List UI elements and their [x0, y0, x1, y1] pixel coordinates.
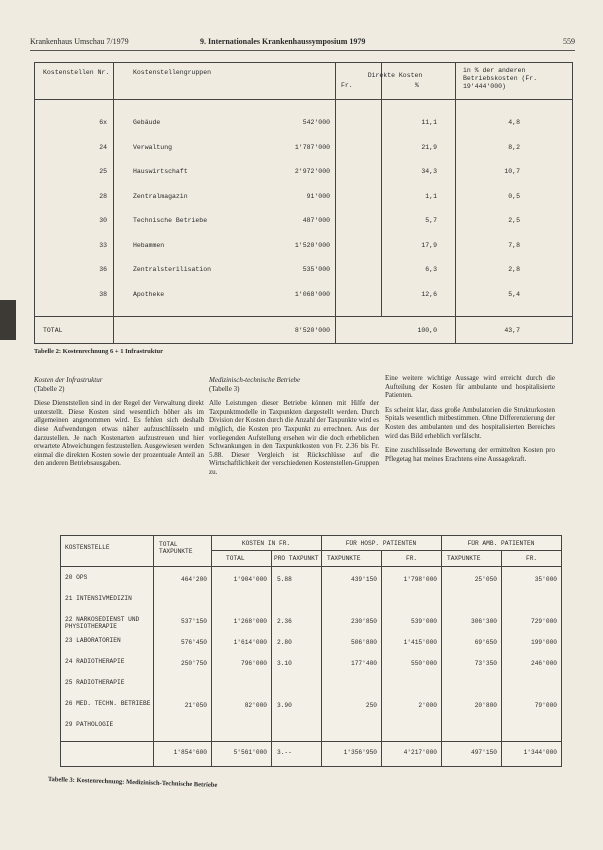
- table1-cell-nr: 36: [99, 266, 107, 273]
- table2-cell-hfr: 1'415'000: [403, 639, 437, 646]
- total-amb-fr: 1'344'000: [523, 749, 557, 756]
- table1-cell-pct: 1,1: [425, 192, 437, 200]
- page-tab-marker: [0, 300, 16, 340]
- article-title: 9. Internationales Krankenhaussymposium 1979: [200, 37, 366, 46]
- table2-cell-hfr: 1'798'000: [403, 576, 437, 583]
- table1-cell-pct: 34,3: [421, 168, 437, 175]
- column-divider: [335, 63, 336, 343]
- table2-cell-htp: 230'850: [351, 618, 377, 625]
- header-kst-gruppen: Kostenstellengruppen: [133, 69, 212, 76]
- table2-cell-afr: 79'000: [534, 702, 557, 709]
- table1-cell-nr: 24: [99, 143, 107, 151]
- table2-cell-total: 464'200: [181, 576, 207, 583]
- header-other-costs: in % der anderen Betriebskosten (Fr. 19'444'000): [463, 67, 538, 90]
- table1-cell-nr: 30: [99, 217, 107, 224]
- column-divider: [381, 550, 382, 766]
- table1-cell-fr: 1'787'000: [294, 143, 330, 151]
- table2-row-label: 22 NARKOSEDIENST UND PHYSIOTHERAPIE: [65, 616, 140, 630]
- table2-cell-htp: 177'400: [351, 660, 377, 667]
- table2-row-label: 20 OPS: [65, 574, 88, 581]
- total-hosp-fr: 4'217'000: [403, 749, 437, 756]
- total-hosp-taxpunkte: 1'356'950: [343, 749, 377, 756]
- header-direkte-kosten: Direkte Kosten: [367, 72, 423, 79]
- table1-cell-other: 10,7: [504, 168, 520, 175]
- table2-cell-atp: 20'800: [474, 702, 497, 709]
- table1-cell-name: Zentralmagazin: [133, 192, 188, 200]
- header-amb-fr: FR.: [526, 555, 538, 562]
- table2-cell-kt: 1'268'000: [233, 618, 267, 625]
- table2-cell-atp: 69'650: [474, 639, 497, 646]
- table1-cell-other: 5,4: [508, 290, 520, 298]
- table2-cell-afr: 199'000: [531, 639, 557, 646]
- column3-paragraph-2: Es scheint klar, dass große Ambulatorien die Strukturkosten Spitals wesentlich mitbestimmen. Ohne Differenzierung der Kosten des ambulanten und des hospitalisierten Bereiches wird das Bild erheblich verfälscht.: [385, 405, 555, 440]
- table2-cell-htp: 250: [365, 702, 377, 709]
- table1-cell-other: 0,5: [508, 192, 520, 200]
- table1-cell-name: Apotheke: [133, 290, 165, 298]
- page-number: 559: [563, 37, 575, 46]
- header-kosten: KOSTEN IN FR.: [241, 540, 291, 547]
- column-divider: [381, 63, 382, 316]
- table2-cell-htp: 439'150: [351, 576, 377, 583]
- column-divider: [501, 550, 502, 766]
- journal-name: Krankenhaus Umschau 7/1979: [30, 37, 129, 46]
- column3-paragraph-3: Eine zuschlüsselnde Bewertung der ermittelten Kosten pro Pflegetag hat meines Erachtens eine Aussagekraft.: [385, 446, 555, 463]
- total-amb-taxpunkte: 497'150: [471, 749, 497, 756]
- column1-paragraph: Diese Dienststellen sind in der Regel der Verwaltung direkt unterstellt. Diese Kosten sind wesentlich höher als im allgemeinen angenommen wird. Es fehlen sich deshalb diese Aufwendungen etwas näher aufzuschlüsseln und darzustellen. Je nach Kostenarten aufzustreuen und hier erwartete Abweichungen festzustellen. Ausgewiesen werden einmal die direkten Kosten sowie der prozentuale Anteil an den anderen Betriebsausgaben.: [34, 399, 204, 468]
- table1-cell-other: 8,2: [508, 143, 520, 151]
- header-rule: [30, 50, 575, 51]
- table2-cell-atp: 73'350: [474, 660, 497, 667]
- table1-cell-nr: 33: [99, 241, 107, 249]
- column-divider: [455, 63, 456, 343]
- table1-cell-fr: 2'972'000: [294, 168, 330, 175]
- table2-cell-total: 537'150: [181, 618, 207, 625]
- table2-cell-htp: 506'800: [351, 639, 377, 646]
- table2-cell-kt: 1'904'000: [233, 576, 267, 583]
- total-kosten: 5'561'000: [233, 749, 267, 756]
- text-column-3: [385, 374, 555, 469]
- table2-row-label: 25 RADIOTHERAPIE: [65, 679, 125, 686]
- table2-row-label: 24 RADIOTHERAPIE: [65, 658, 125, 665]
- table2-cell-atp: 25'050: [474, 576, 497, 583]
- table2-cell-hfr: 2'000: [418, 702, 437, 709]
- table2-row-label: 23 LABORATORIEN: [65, 637, 121, 644]
- header-hosp-taxpunkte: TAXPUNKTE: [327, 555, 361, 562]
- table1-cell-pct: 5,7: [425, 217, 437, 224]
- table1-cell-other: 4,8: [508, 119, 520, 126]
- column-divider: [153, 536, 154, 766]
- column1-heading: Kosten der Infrastruktur: [34, 376, 103, 384]
- column-divider: [271, 550, 272, 766]
- table2-cell-ktp: 3.90: [277, 702, 292, 709]
- table1-cell-other: 7,8: [508, 241, 520, 249]
- table2-row-label: 26 MED. TECHN. BETRIEBE: [65, 700, 151, 707]
- column-divider: [441, 536, 442, 766]
- table2-cell-ktp: 2.80: [277, 639, 292, 646]
- table2-total-rule: [61, 741, 561, 742]
- total-pct: 100,0: [417, 327, 437, 334]
- table2-row-label: 29 PATHOLOGIE: [65, 721, 114, 728]
- header-kostenstelle: KOSTENSTELLE: [65, 544, 110, 551]
- header-amb: FÜR AMB. PATIENTEN: [467, 540, 535, 547]
- table-medtech: [60, 535, 562, 767]
- column-divider: [113, 63, 114, 343]
- table2-cell-ktp: 3.10: [277, 660, 292, 667]
- table2-cell-atp: 306'300: [471, 618, 497, 625]
- header-amb-taxpunkte: TAXPUNKTE: [447, 555, 481, 562]
- table2-cell-hfr: 550'000: [411, 660, 437, 667]
- table1-cell-name: Gebäude: [133, 119, 161, 126]
- header-kosten-pro-taxpunkt: PRO TAXPUNKT: [274, 555, 319, 562]
- table2-cell-ktp: 5.88: [277, 576, 292, 583]
- table1-cell-pct: 21,9: [421, 143, 437, 151]
- table2-cell-total: 21'050: [184, 702, 207, 709]
- column3-paragraph-1: Eine weitere wichtige Aussage wird erreicht durch die Aufteilung der Kosten für ambulante und hospitalisierte Patienten.: [385, 374, 555, 400]
- table1-cell-name: Hebammen: [133, 241, 165, 249]
- header-fr: Fr.: [341, 82, 353, 89]
- table2-row-label: 21 INTENSIVMEDIZIN: [65, 595, 132, 602]
- table1-cell-pct: 6,3: [425, 266, 437, 273]
- table1-cell-fr: 535'000: [302, 266, 330, 273]
- total-taxpunkte: 1'854'600: [173, 749, 207, 756]
- total-label: TOTAL: [43, 327, 63, 334]
- table1-cell-fr: 1'520'000: [294, 241, 330, 249]
- table2-header-rule: [61, 566, 561, 567]
- column1-sub: (Tabelle 2): [34, 384, 65, 393]
- table2-cell-afr: 729'000: [531, 618, 557, 625]
- table1-cell-other: 2,5: [508, 217, 520, 224]
- table1-cell-nr: 28: [99, 192, 107, 200]
- table1-cell-nr: 25: [99, 168, 107, 175]
- header-hosp: FÜR HOSP. PATIENTEN: [345, 540, 417, 547]
- table1-cell-pct: 17,9: [421, 241, 437, 249]
- table1-cell-name: Verwaltung: [133, 143, 173, 151]
- table1-cell-pct: 11,1: [421, 119, 437, 126]
- header-hosp-fr: FR.: [406, 555, 418, 562]
- table1-cell-nr: 6x: [99, 119, 107, 126]
- table2-cell-total: 250'750: [181, 660, 207, 667]
- column-divider: [321, 536, 322, 766]
- header-pct: %: [415, 82, 419, 89]
- header-kst-nr: Kostenstellen Nr.: [43, 69, 110, 76]
- table1-cell-fr: 1'068'000: [294, 290, 330, 298]
- table1-cell-other: 2,8: [508, 266, 520, 273]
- table1-caption: Tabelle 2: Kostenrechnung 6 + 1 Infrastruktur: [34, 348, 164, 355]
- table2-cell-kt: 796'000: [241, 660, 267, 667]
- table2-cell-hfr: 539'000: [411, 618, 437, 625]
- total-other: 43,7: [504, 327, 520, 334]
- table2-cell-kt: 82'000: [244, 702, 267, 709]
- table-infrastructure: [34, 62, 573, 344]
- table2-caption: Tabelle 3: Kostenrechnung: Medizinisch-Technische Betriebe: [47, 776, 218, 789]
- table2-cell-ktp: 2.36: [277, 618, 292, 625]
- table1-cell-nr: 38: [99, 290, 107, 298]
- column2-heading: Medizinisch-technische Betriebe: [209, 376, 301, 384]
- text-column-1: [34, 376, 204, 474]
- total-pro-taxpunkt: 3.--: [277, 749, 292, 756]
- table2-subheader-rule: [211, 550, 561, 551]
- table2-cell-afr: 35'000: [534, 576, 557, 583]
- column2-sub: (Tabelle 3): [209, 384, 240, 393]
- table-total-row: [35, 316, 572, 344]
- page-header: [30, 37, 575, 49]
- table1-cell-name: Zentralsterilisation: [133, 266, 212, 273]
- total-fr: 8'520'000: [294, 327, 330, 334]
- column-divider: [211, 536, 212, 766]
- table2-cell-afr: 246'000: [531, 660, 557, 667]
- table1-cell-pct: 12,6: [421, 290, 437, 298]
- table1-cell-name: Hauswirtschaft: [133, 168, 188, 175]
- column2-paragraph: Alle Leistungen dieser Betriebe können mit Hilfe der Taxpunktmodelle in Taxpunkten dargestellt werden. Durch Division der Kosten durch die Anzahl der Taxpunkte wird es möglich, die Kosten pro Taxpunkt zu errechnen. Aus der vorliegenden Aufstellung ersehen wir die doch erheblichen Schwankungen in den Taxpunktkosten von Fr. 2.36 bis Fr. 5.88. Dieser Vergleich ist Rückschlüsse auf die Wirtschaftlichkeit der verschiedenen Kostenstellen-Gruppen zu.: [209, 399, 379, 476]
- table1-cell-fr: 542'000: [302, 119, 330, 126]
- table1-cell-fr: 91'000: [306, 192, 330, 200]
- table2-cell-kt: 1'614'000: [233, 639, 267, 646]
- table1-cell-fr: 487'000: [302, 217, 330, 224]
- text-column-2: [209, 376, 379, 483]
- table2-cell-total: 576'450: [181, 639, 207, 646]
- header-total-taxpunkte: TOTAL TAXPUNKTE: [159, 541, 193, 555]
- header-kosten-total: TOTAL: [226, 555, 245, 562]
- table1-cell-name: Technische Betriebe: [133, 217, 208, 224]
